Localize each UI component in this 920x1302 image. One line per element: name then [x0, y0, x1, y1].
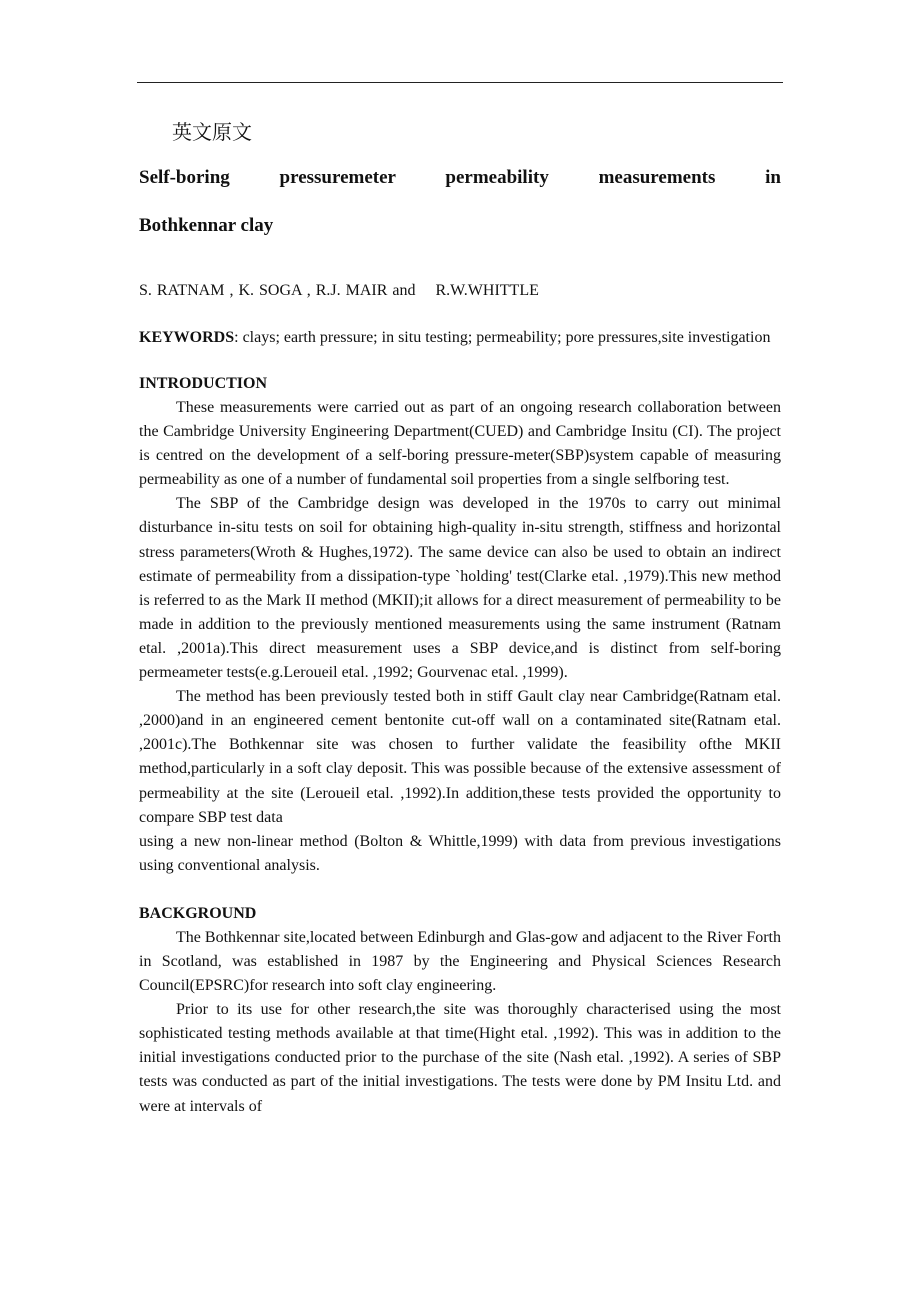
section-heading-introduction: INTRODUCTION — [139, 375, 268, 392]
background-paragraph-2: Prior to its use for other research,the site was thoroughly characterised using the most sophisticated testing methods available at that time(Hight etal. ,1992). This was in addition to the initial investigations conducted prior to the purchase of the site (Nash etal. ,1992). A series of SBP tests was conducted as part of the initial investigations. The tests were done by PM Insitu Ltd. and were at intervals of — [139, 1001, 781, 1115]
intro-paragraph-3 — [139, 685, 781, 878]
section-heading-background: BACKGROUND — [139, 904, 257, 922]
intro-paragraph-3-part-b: using a new non-linear method (Bolton & Whittle,1999) with data from previous investigations using conventional analysis. — [139, 832, 781, 874]
keywords-text: : clays; earth pressure; in situ testing; permeability; pore pressures,site investigation — [234, 329, 771, 346]
intro-paragraph-2: The SBP of the Cambridge design was developed in the 1970s to carry out minimal disturbance in-situ tests on soil for obtaining high-quality in-situ strength, stiffness and horizontal stress parameters(Wroth & Hughes,1972). The same device can also be used to obtain an indirect estimate of permeability from a dissipation-type `holding' test(Clarke etal. ,1979).This new method is referred to as the Mark II method (MKII);it allows for a direct measurement of permeability to be made in addition to the previously mentioned measurements using the same instrument (Ratnam etal. ,2001a).This direct measurement uses a SBP device,and is distinct from self-boring permeameter tests(e.g.Leroueil etal. ,1992; Gourvenac etal. ,1999). — [139, 495, 781, 682]
keywords — [139, 326, 781, 350]
background-paragraph-1: The Bothkennar site,located between Edinburgh and Glas-gow and adjacent to the River Forth in Scotland, was established in 1987 by the Engineering and Physical Sciences Research Council(EPSRC)for research into soft clay engineering. — [139, 928, 781, 995]
header-rule — [137, 82, 783, 83]
intro-paragraph-1: These measurements were carried out as part of an ongoing research collaboration between the Cambridge University Engineering Department(CUED) and Cambridge Insitu (CI). The project is centred on the development of a self-boring pressure-meter(SBP)system capable of measuring permeability as one of a number of fundamental soil properties from a single selfboring test. — [139, 399, 781, 489]
intro-paragraph-3-part-a: The method has been previously tested both in stiff Gault clay near Cambridge(Ratnam etal. ,2000)and in an engineered cement bentonite cut-off wall on a contaminated site(Ratnam etal. ,2001c).The Bothkennar site was chosen to further validate the feasibility ofthe MKII method,particularly in a soft clay deposit. This was possible because of the extensive assessment of permeability at the site (Leroueil etal. ,1992).In addition,these tests provided the opportunity to compare SBP test data — [139, 688, 781, 826]
authors: S. RATNAM , K. SOGA , R.J. MAIR and R.W.WHITTLE — [139, 282, 539, 299]
document-body — [139, 118, 781, 1119]
chinese-heading: 英文原文 — [172, 120, 252, 144]
paper-title-line-1: Self-boring pressuremeter permeability measurements in — [139, 167, 781, 188]
keywords-label: KEYWORDS — [139, 329, 235, 346]
paper-title-line-2: Bothkennar clay — [139, 215, 274, 236]
